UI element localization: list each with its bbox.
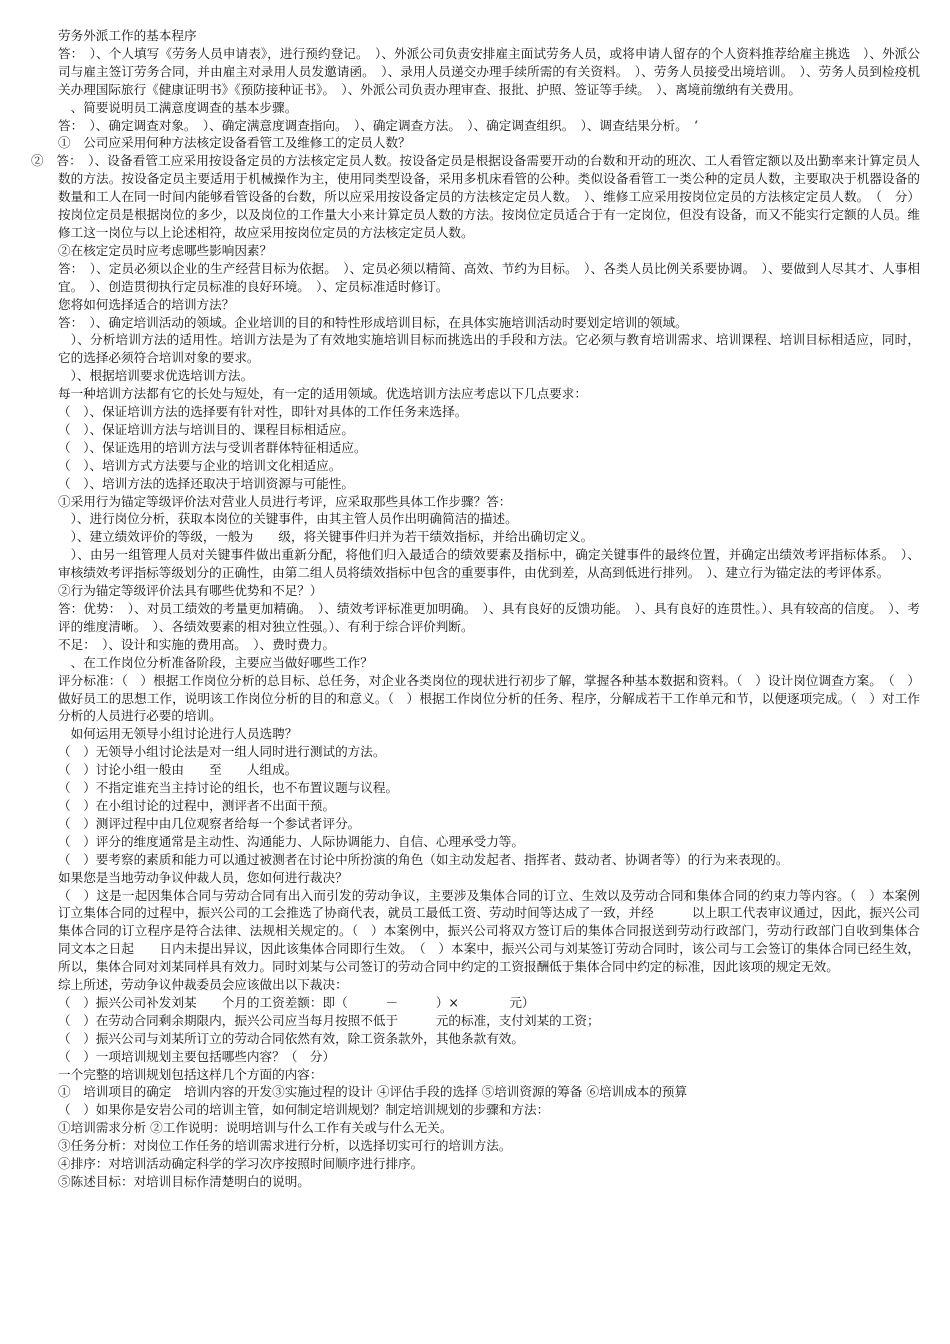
question-heading: 、在工作岗位分析准备阶段，主要应当做好哪些工作？ [58, 654, 373, 670]
answer-paragraph: ）、建立绩效评价的等级，一般为 级，将关键事件归并为若干绩效指标，并给出确切定义。 [58, 529, 594, 545]
list-item: （ ）无领导小组讨论法是对一组人同时进行测试的方法。 [58, 744, 386, 760]
list-item: ③任务分析：对岗位工作任务的培训需求进行分析，以选择切实可行的培训方法。 [58, 1138, 512, 1154]
question-heading: 、简要说明员工满意度调查的基本步骤。 [58, 99, 298, 115]
list-item: （ ）讨论小组一般由 至 人组成。 [58, 762, 298, 778]
list-item: （ ）、保证选用的培训方法与受训者群体特征相适应。 [58, 439, 367, 455]
list-item: ④排序：对培训活动确定科学的学习次序按照时间顺序进行排序。 [58, 1156, 424, 1172]
list-item: （ ）在劳动合同剩余期限内，振兴公司应当每月按照不低于 元的标准，支付刘某的工资； [58, 1012, 600, 1028]
question-heading: 如何运用无领导小组讨论进行人员选聘？ [58, 726, 298, 742]
list-item: （ ）、培训方法的选择还取决于培训资源与可能性。 [58, 475, 354, 491]
list-item: （ ）测评过程中由几位观察者给每一个参试者评分。 [58, 815, 361, 831]
list-item: （ ）不指定谁充当主持讨论的组长，也不布置议题与议程。 [58, 780, 399, 796]
answer-paragraph: ）、根据培训要求优选培训方法。 [58, 368, 254, 384]
list-item: ① 培训项目的确定 培训内容的开发③实施过程的设计 ④评估手段的选择 ⑤培训资源的筹备 ⑥培训成本的预算 [58, 1084, 688, 1100]
list-item: ①培训需求分析 ②工作说明：说明培训与什么工作有关或与什么无关。 [58, 1120, 453, 1136]
answer-paragraph: ）、由另一组管理人员对关键事件做出重新分配，将他们归入最适合的绩效要素及指标中，确定关键事件的最终位置，并确定出绩效考评指标体系。 ）、审核绩效考评指标等级划分的正确性，由第二组人员将绩效指标中包含的重要事件，由优到差，从高到低进行排列。 ）、建立行为锚定法的考评体系。 [58, 547, 920, 581]
list-item: （ ）、保证培训方法的选择要有针对性，即针对具体的工作任务来选择。 [58, 404, 468, 420]
answer-paragraph: 不足： ）、设计和实施的费用高。 ）、费时费力。 [58, 636, 336, 652]
list-item: （ ）要考察的素质和能力可以通过被测者在讨论中所扮演的角色（如主动发起者、指挥者、鼓动者、协调者等）的行为来表现的。 [58, 851, 789, 867]
body-paragraph: 一个完整的培训规划包括这样几个方面的内容： [58, 1066, 323, 1082]
list-item: （ ）、培训方式方法要与企业的培训文化相适应。 [58, 457, 342, 473]
section-title: 劳务外派工作的基本程序 [58, 28, 197, 43]
answer-paragraph: 答：优势： ）、对员工绩效的考量更加精确。 ）、绩效考评标准更加明确。 ）、具有良好的反馈功能。 ）、具有良好的连贯性。）、具有较高的信度。 ）、考评的维度清晰。 ）、各绩效要素的相对独立性强。）、有利于综合评价判断。 [58, 601, 920, 634]
question-heading: ①采用行为锚定等级评价法对营业人员进行考评，应采取那些具体工作步骤？答： [58, 493, 512, 509]
answer-paragraph: 评分标准：（ ）根据工作岗位分析的总目标、总任务，对企业各类岗位的现状进行初步了解，掌握各种基本数据和资料。（ ）设计岗位调查方案。 （ ）做好员工的思想工作，说明该工作岗位分析的目的和意义。（ ）根据工作岗位分析的任务、程序，分解成若干工作单元和节，以便逐项完成。（ ）对工作分析的人员进行必要的培训。 [58, 672, 920, 724]
answer-paragraph: 答： ）、确定培训活动的领域。企业培训的目的和特性形成培训目标，在具体实施培训活动时要划定培训的领域。 [58, 314, 688, 330]
question-heading: （ ）如果你是安岩公司的培训主管，如何制定培训规划？制定培训规划的步骤和方法： [58, 1102, 550, 1118]
question-heading: 如果您是当地劳动争议仲裁人员，您如何进行裁决？ [58, 869, 348, 885]
list-item: （ ）振兴公司补发刘某 个月的工资差额：即（ － ）× 元） [58, 994, 535, 1010]
answer-paragraph: ）、进行岗位分析，获取本岗位的关键事件，由其主管人员作出明确简洁的描述。 [58, 511, 518, 527]
question-heading: （ ）一项培训规划主要包括哪些内容？（ 分） [58, 1048, 336, 1064]
question-heading: ②在核定定员时应考虑哪些影响因素？ [58, 242, 273, 258]
question-heading: 您将如何选择适合的培训方法？ [58, 296, 235, 312]
list-item: （ ）振兴公司与刘某所订立的劳动合同依然有效，除工资条款外，其他条款有效。 [58, 1030, 524, 1046]
list-item: （ ）在小组讨论的过程中，测评者不出面干预。 [58, 797, 336, 813]
question-heading: ① 公司应采用何种方法核定设备看管工及维修工的定员人数？ [58, 135, 411, 151]
answer-paragraph: 答： ）、定员必须以企业的生产经营目标为依据。 ）、定员必须以精简、高效、节约为目标。 ）、各类人员比例关系要协调。 ）、要做到人尽其才、人事相宜。 ）、创造贯彻执行定员标准的良好环境。 ）、定员标准适时修订。 [58, 260, 920, 294]
body-paragraph: 综上所述，劳动争议仲裁委员会应该做出以下裁决： [58, 977, 348, 993]
answer-paragraph: ）、分析培训方法的适用性。培训方法是为了有效地实施培训目标而挑选出的手段和方法。它必须与教育培训需求、培训课程、培训目标相适应，同时，它的选择必须符合培训对象的要求。 [58, 332, 920, 366]
body-paragraph: 每一种培训方法都有它的长处与短处，有一定的适用领域。优选培训方法应考虑以下几点要求： [58, 386, 587, 402]
list-item: （ ）评分的维度通常是主动性、沟通能力、人际协调能力、自信、心理承受力等。 [58, 833, 524, 849]
list-item: ⑤陈述目标：对培训目标作清楚明白的说明。 [58, 1174, 310, 1189]
answer-paragraph: （ ）这是一起因集体合同与劳动合同有出入而引发的劳动争议，主要涉及集体合同的订立、生效以及劳动合同和集体合同的约束力等内容。（ ）本案例订立集体合同的过程中，振兴公司的工会推选了协商代表，就员工最低工资、劳动时间等达成了一致，并经 以上职工代表审议通过，因此，振兴公司集体合同的订立程序是符合法律、法规相关规定的。（ ）本案例中，振兴公司将双方签订后的集体合同报送到劳动行政部门，劳动行政部门自收到集体合同文本之日起 日内未提出异议，因此该集体合同即行生效。 （ ）本案中，振兴公司与刘某签订劳动合同时，该公司与工会签订的集体合同已经生效，所以，集体合同对刘某同样具有效力。同时刘某与公司签订的劳动合同中约定的工资报酬低于集体合同中约定的标准，因此该项的规定无效。 [58, 887, 920, 975]
answer-paragraph: 答： ）、个人填写《劳务人员申请表》，进行预约登记。 ）、外派公司负责安排雇主面试劳务人员，或将申请人留存的个人资料推荐给雇主挑选 ）、外派公司与雇主签订劳务合同，并由雇主对录用人员发邀请函。 ）、录用人员递交办理手续所需的有关资料。 ）、劳务人员接受出境培训。 ）、劳务人员到检疫机关办理国际旅行《健康证明书》《预防接种证书》。 ）、外派公司负责办理审查、报批、护照、签证等手续。 ）、离境前缴纳有关费用。 [58, 45, 920, 97]
answer-paragraph: ② 答： ）、设备看管工应采用按设备定员的方法核定定员人数。按设备定员是根据设备需要开动的台数和开动的班次、工人看管定额以及出勤率来计算定员人数的方法。按设备定员主要适用于机械操作为主，使用同类型设备，采用多机床看管的公种。类似设备看管工一类公种的定员人数，主要取决于机器设备的数量和工人在同一时间内能够看管设备的台数，所以应采用按设备定员的方法核定定员人数。 ）、维修工应采用按岗位定员的方法核定定员人数。 （ 分）按岗位定员是根据岗位的多少，以及岗位的工作量大小来计算定员人数的方法。按岗位定员适合于有一定岗位，但没有设备，而又不能实行定额的人员。维修工这一岗位与以上论述相符，故应采用按岗位定员的方法核定定员人数。 [31, 153, 920, 240]
answer-paragraph: 答： ）、确定调查对象。 ）、确定满意度调查指向。 ）、确定调查方法。 ）、确定调查组织。 ）、调查结果分析。 ‘ [58, 117, 698, 133]
list-item: （ ）、保证培训方法与培训目的、课程目标相适应。 [58, 421, 354, 437]
question-heading: ②行为锚定等级评价法具有哪些优势和不足？） [58, 583, 323, 599]
